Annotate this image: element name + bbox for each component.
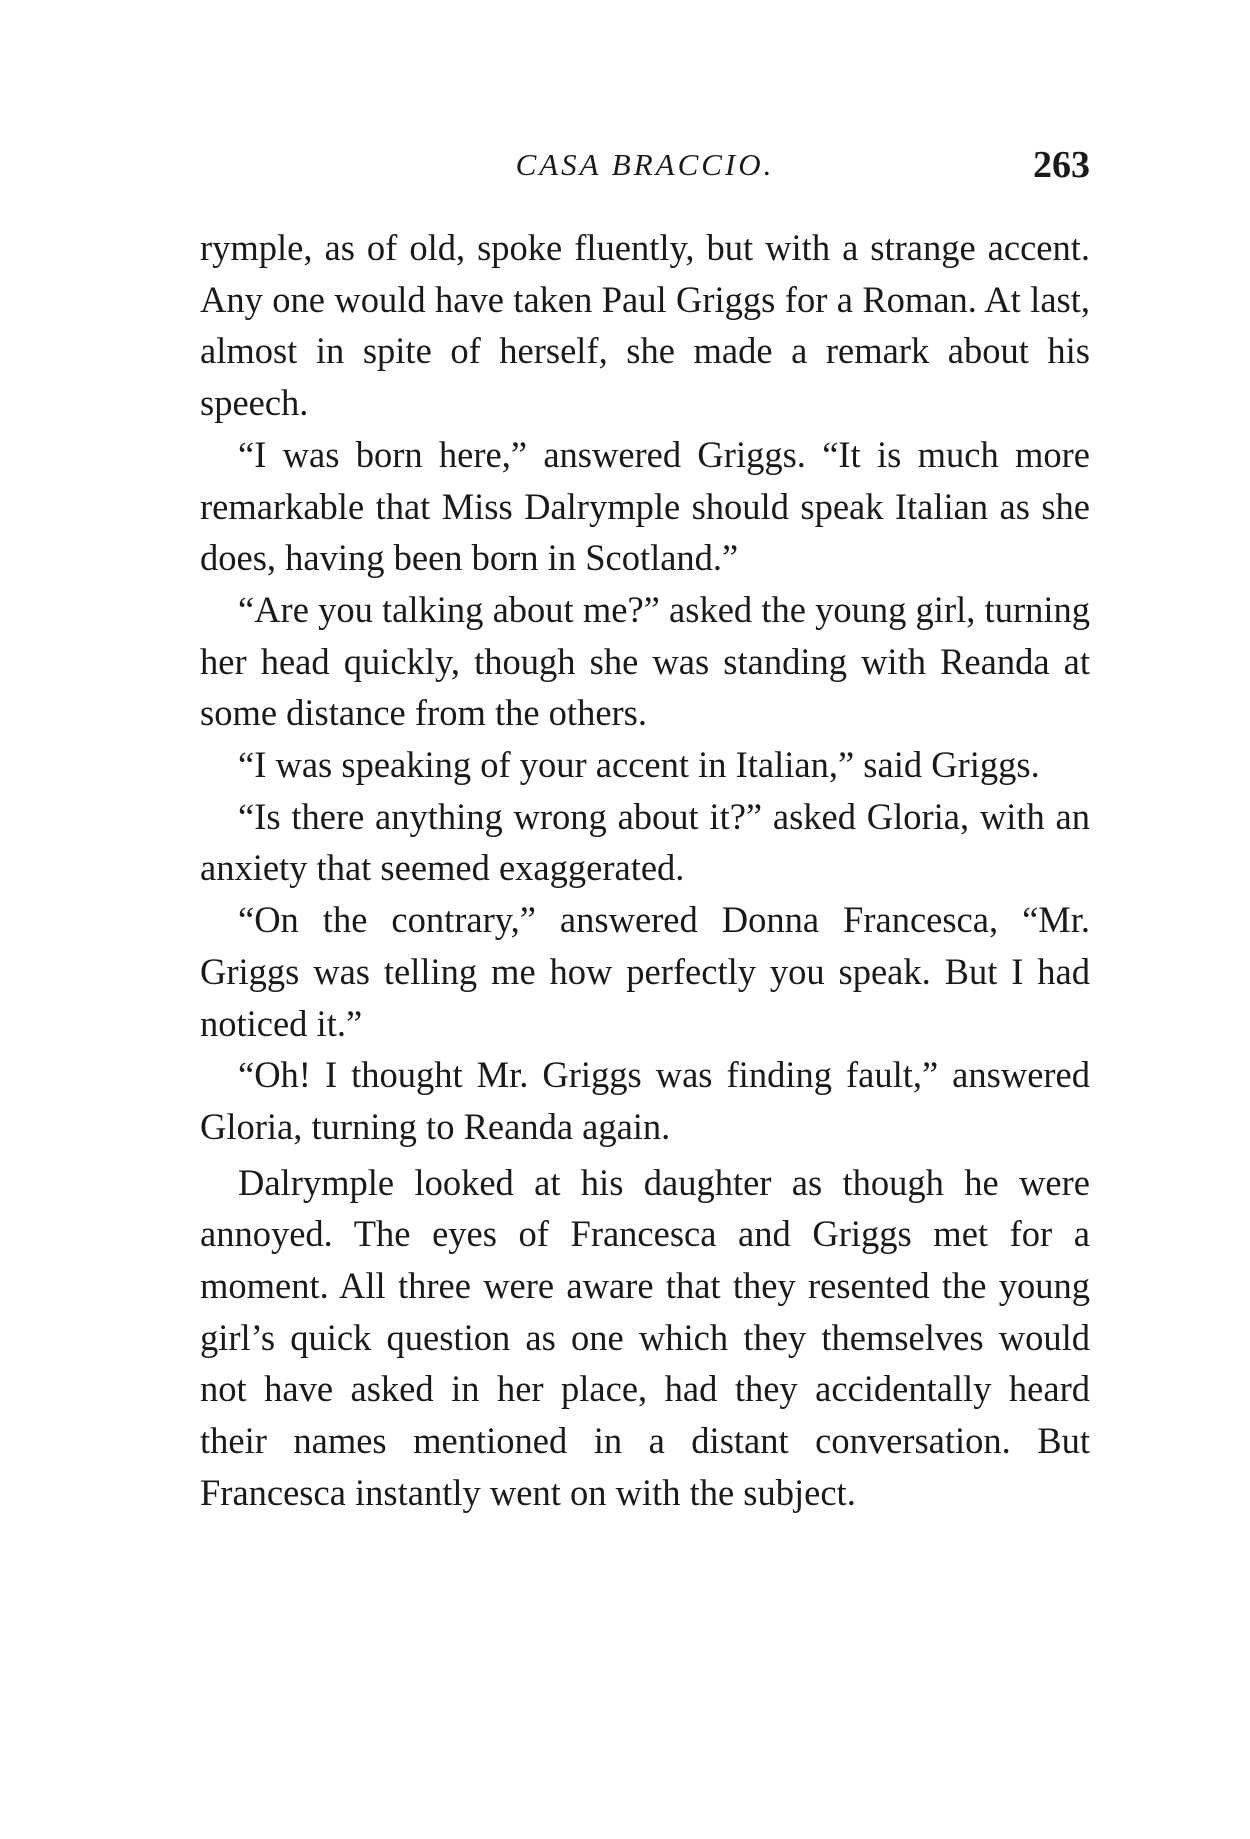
page-number: 263 (1033, 144, 1090, 186)
body-text (200, 222, 1090, 1519)
paragraph: “Oh! I thought Mr. Griggs was finding fault,” answered Gloria, turning to Reanda again. (200, 1054, 1090, 1147)
paragraph: “I was born here,” answered Griggs. “It is much more remarkable that Miss Dalrymple should speak Italian as she does, having been born in Scotland.” (200, 433, 1090, 579)
paragraph: “On the contrary,” answered Donna Francesca, “Mr. Griggs was telling me how perfectly you speak. But I had noticed it.” (200, 899, 1090, 1044)
page-header (200, 142, 1090, 192)
paragraph: rymple, as of old, spoke fluently, but with a strange accent. Any one would have taken Paul Griggs for a Roman. At last, almost in spite of herself, she made a remark about his speech. (200, 227, 1090, 424)
paragraph: “Are you talking about me?” asked the young girl, turning her head quickly, though she was standing with Reanda at some distance from the others. (200, 588, 1090, 734)
paragraph: Dalrymple looked at his daughter as though he were annoyed. The eyes of Francesca and Griggs met for a moment. All three were aware that they resented the young girl’s quick question as one which they themselves would not have asked in her place, had they accidentally heard their names mentioned in a distant conversation. But Francesca instantly went on with the subject. (200, 1161, 1090, 1513)
paragraph: “I was speaking of your accent in Italian,” said Griggs. (238, 744, 1040, 786)
paragraph: “Is there anything wrong about it?” asked Gloria, with an anxiety that seemed exaggerated. (200, 795, 1090, 889)
running-title: CASA BRACCIO. (515, 147, 775, 182)
